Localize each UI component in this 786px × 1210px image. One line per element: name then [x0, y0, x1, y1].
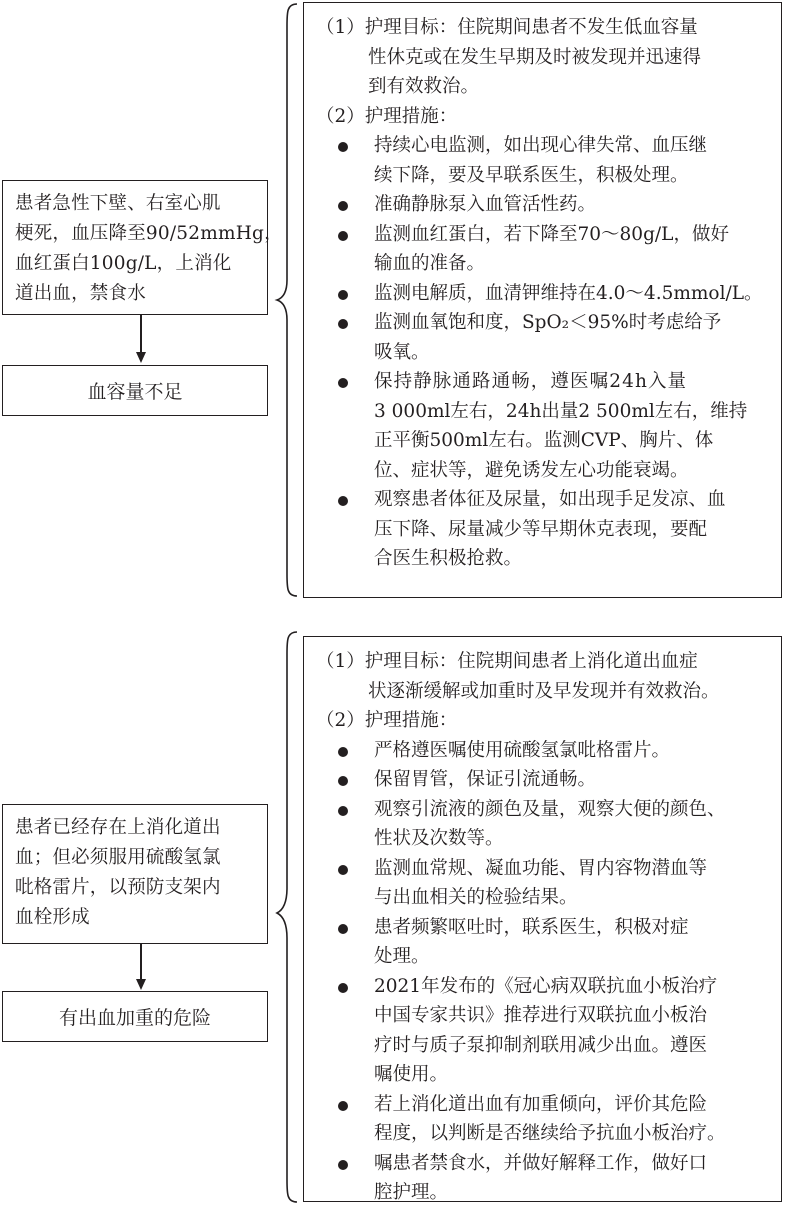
bullet-item: 严格遵医嘱使用硫酸氢氯吡格雷片。 [316, 736, 773, 766]
measures-box-1 [303, 2, 782, 598]
bullet-item: 准确静脉泵入血管活性药。 [316, 190, 773, 220]
bullet-dot-icon [338, 865, 348, 875]
situation-line: 患者已经存在上消化道出 [15, 817, 221, 838]
bullet-dot-icon [338, 319, 348, 329]
situation-box-1 [2, 180, 283, 315]
bullet-item: 监测电解质，血清钾维持在4.0～4.5mmol/L。 [316, 279, 773, 309]
bullet-dot-icon [338, 747, 348, 757]
problem-box-1 [2, 365, 268, 416]
bullet-item: 监测血常规、凝血功能、胃内容物潜血等 与出血相关的检验结果。 [316, 854, 773, 913]
nursing-goal: （1）护理目标：住院期间患者上消化道出血症 状逐渐缓解或加重时及早发现并有效救治。 [316, 651, 720, 702]
measures-box-2 [303, 636, 782, 1202]
bullet-item: 监测血氧饱和度，SpO₂＜95%时考虑给予 吸氧。 [316, 308, 773, 367]
bullet-item: 持续心电监测，如出现心律失常、血压继 续下降，要及早联系医生，积极处理。 [316, 131, 773, 190]
situation-line: 吡格雷片，以预防支架内 [15, 877, 221, 898]
bullet-dot-icon [338, 1101, 348, 1111]
arrow-line-1 [140, 315, 142, 355]
situation-line: 血栓形成 [15, 907, 90, 928]
problem-box-2 [2, 991, 268, 1042]
bullet-item: 2021年发布的《冠心病双联抗血小板治疗 中国专家共识》推荐进行双联抗血小板治 疗时与质子泵抑制剂联用减少出血。遵医 嘱使用。 [316, 972, 773, 1090]
bullet-dot-icon [338, 776, 348, 786]
arrow-head-2 [136, 979, 146, 990]
bullet-dot-icon [338, 231, 348, 241]
bullet-dot-icon [338, 1160, 348, 1170]
measures-label: （2）护理措施： [316, 105, 458, 127]
brace-1 [275, 2, 305, 602]
bullet-dot-icon [338, 201, 348, 211]
bullet-dot-icon [338, 924, 348, 934]
bullet-dot-icon [338, 496, 348, 506]
brace-2 [275, 630, 305, 1210]
bullet-item: 监测血红蛋白，若下降至70～80g/L，做好 输血的准备。 [316, 220, 773, 279]
bullet-dot-icon [338, 806, 348, 816]
situation-line: 血；但必须服用硫酸氢氯 [15, 847, 221, 868]
bullet-item: 若上消化道出血有加重倾向，评价其危险 程度，以判断是否继续给予抗血小板治疗。 [316, 1090, 773, 1149]
bullet-item: 观察引流液的颜色及量，观察大便的颜色、 性状及次数等。 [316, 795, 773, 854]
bullet-dot-icon [338, 983, 348, 993]
bullet-item: 患者频繁呕吐时，联系医生，积极对症 处理。 [316, 913, 773, 972]
nursing-goal: （1）护理目标：住院期间患者不发生低血容量 性休克或在发生早期及时被发现并迅速得 到有效救治。 [316, 17, 702, 97]
situation-box-2 [2, 804, 268, 944]
bullet-dot-icon [338, 142, 348, 152]
problem-label: 有出血加重的危险 [58, 1007, 211, 1029]
bullet-item: 保持静脉通路通畅，遵医嘱24h入量 3 000ml左右，24h出量2 500ml左右，维持 正平衡500ml左右。监测CVP、胸片、体 位、症状等，避免诱发左心功能衰竭。 [316, 367, 773, 485]
bullet-item: 嘱患者禁食水，并做好解释工作，做好口 腔护理。 [316, 1149, 773, 1208]
situation-line: 血红蛋白100g/L，上消化 [15, 253, 232, 274]
bullet-item: 观察患者体征及尿量，如出现手足发凉、血 压下降、尿量减少等早期休克表现，要配 合医生积极抢救。 [316, 485, 773, 574]
arrow-line-2 [140, 944, 142, 982]
bullet-dot-icon [338, 378, 348, 388]
bullet-item: 保留胃管，保证引流通畅。 [316, 765, 773, 795]
arrow-head-1 [136, 352, 146, 363]
bullet-dot-icon [338, 290, 348, 300]
situation-line: 患者急性下壁、右室心肌 [15, 193, 221, 214]
measures-label: （2）护理措施： [316, 710, 458, 731]
situation-line: 梗死，血压降至90/52mmHg， [15, 223, 283, 244]
problem-label: 血容量不足 [87, 381, 183, 403]
situation-line: 道出血，禁食水 [15, 283, 146, 304]
